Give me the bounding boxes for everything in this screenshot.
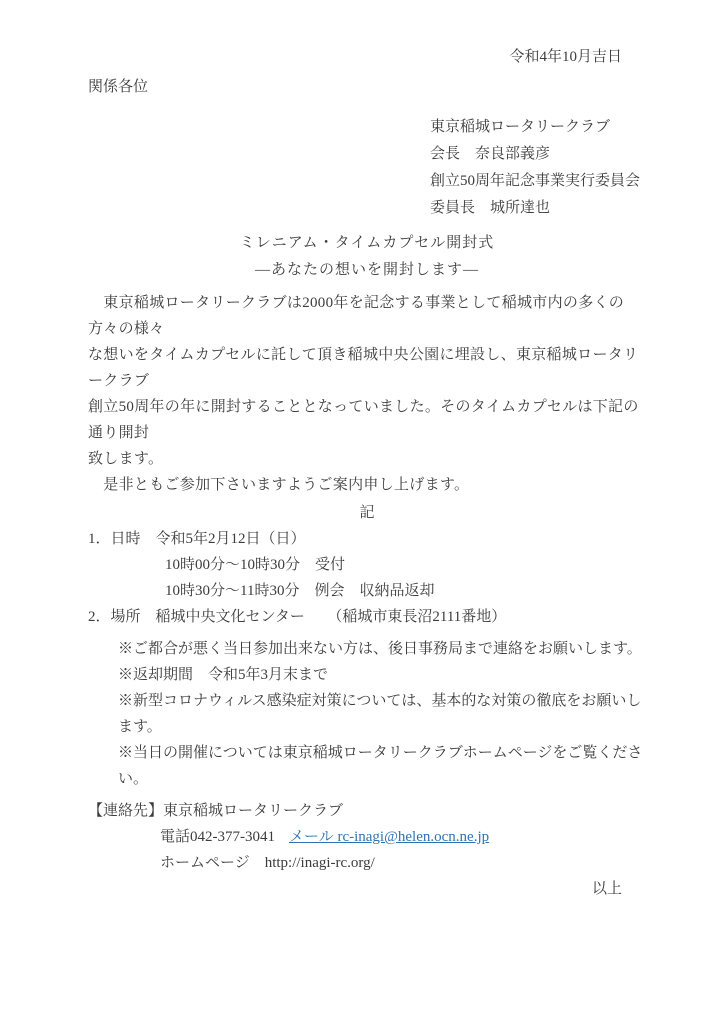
body-line-2: な想いをタイムカプセルに託して頂き稲城中央公園に埋設し、東京稲城ロータリークラブ [88, 347, 639, 389]
sender-chairman: 委員長 城所達也 [430, 200, 551, 216]
schedule-time-reception: 10時00分～10時30分 受付 [165, 557, 346, 573]
note-homepage: ※当日の開催については東京稲城ロータリークラブホームページをご覧ください。 [118, 745, 643, 787]
contact-org: 東京稲城ロータリークラブ [163, 803, 344, 819]
body-line-4: 致します。 [88, 451, 164, 467]
document-title: ミレニアム・タイムカプセル開封式 [239, 235, 495, 251]
note-covid: ※新型コロナウィルス感染症対策については、基本的な対策の徹底をお願いします。 [118, 693, 642, 735]
note-cancellation: ※ご都合が悪く当日参加出来ない方は、後日事務局まで連絡をお願いします。 [118, 641, 642, 657]
note-return-period: ※返却期間 令和5年3月末まで [118, 667, 329, 683]
schedule-item-place: 2．場所 稲城中央文化センター （稲城市東長沼2111番地） [88, 609, 507, 625]
contact-block [88, 798, 646, 876]
contact-label: 【連絡先】 [88, 803, 164, 819]
document-subtitle: ―あなたの想いを開封します― [254, 262, 479, 278]
sender-org: 東京稲城ロータリークラブ [430, 119, 611, 135]
sender-committee: 創立50周年記念事業実行委員会 [430, 173, 641, 189]
contact-header-line [88, 798, 646, 824]
sender-block [430, 114, 646, 222]
schedule-block [88, 526, 646, 630]
email-link[interactable]: メール rc-inagi@helen.ocn.ne.jp [289, 829, 490, 845]
schedule-item-datetime: 1．日時 令和5年2月12日（日） [88, 531, 306, 547]
record-marker: 記 [359, 505, 375, 521]
notes-block [88, 636, 646, 792]
recipient: 関係各位 [88, 79, 149, 95]
closing-marker: 以上 [591, 881, 622, 897]
contact-phone: 電話042-377-3041 [160, 829, 275, 845]
body-line-5: 是非ともご参加下さいますようご案内申し上げます。 [88, 477, 470, 493]
body-line-1: 東京稲城ロータリークラブは2000年を記念する事業として稲城市内の多くの方々の様々 [88, 295, 625, 337]
sender-president: 会長 奈良部義彦 [430, 146, 551, 162]
body-paragraph [88, 290, 646, 498]
body-line-3: 創立50周年の年に開封することとなっていました。そのタイムカプセルは下記の通り開封 [88, 399, 639, 441]
contact-phone-line [88, 824, 646, 850]
date-line: 令和4年10月吉日 [509, 49, 622, 65]
contact-homepage: ホームページ http://inagi-rc.org/ [160, 855, 375, 871]
schedule-time-meeting: 10時30分～11時30分 例会 収納品返却 [165, 583, 435, 599]
